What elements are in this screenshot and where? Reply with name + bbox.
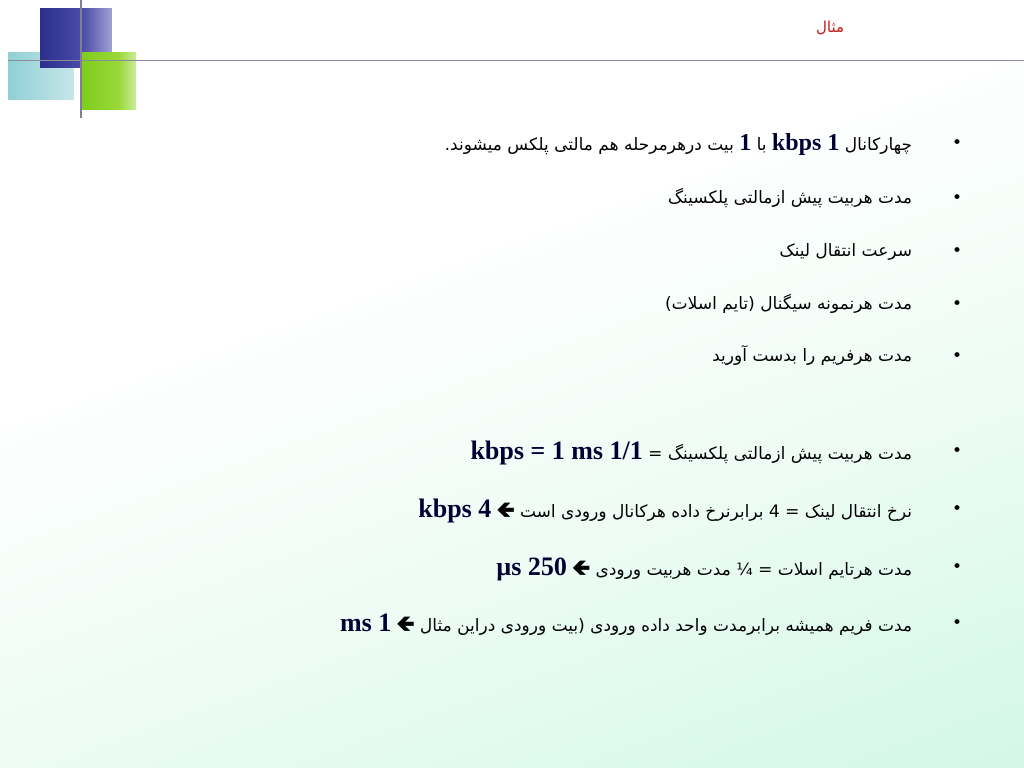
bullet-text-segment: مدت فریم همیشه برابرمدت واحد داده ورودی (بیت ورودی دراین مثال <box>414 616 912 636</box>
bullet-item <box>340 608 962 641</box>
bullet-item <box>445 128 962 160</box>
bullet-text <box>496 552 912 585</box>
bullet-text-segment: مدت هرتایم اسلات = ¼ مدت هربیت ورودی <box>590 560 912 580</box>
bullet-text-segment: چهارکانال <box>839 135 912 155</box>
bullet-text-segment: با <box>751 135 772 155</box>
bullet-latin-value: 1 <box>739 130 752 156</box>
bullet-text <box>340 608 912 641</box>
bullet-item <box>665 289 962 319</box>
decorative-line-horizontal <box>8 60 1024 61</box>
bullet-item <box>418 494 962 527</box>
bullet-text <box>470 436 912 469</box>
bullet-latin-value: 1 kbps <box>771 130 840 156</box>
bullet-item <box>470 436 962 469</box>
bullet-item <box>712 341 962 371</box>
bullet-dot: • <box>951 557 962 577</box>
decorative-line-vertical <box>80 0 82 118</box>
bullet-text-segment: مدت هربیت پیش ازمالتی پلکسینگ = <box>642 444 912 464</box>
bullet-result: 250 µs <box>496 552 567 581</box>
bullet-text-segment: بیت درهرمرحله هم مالتی پلکس میشوند. <box>444 135 740 155</box>
bullet-text: مدت هرفریم را بدست آورید <box>712 346 912 366</box>
bullet-text <box>445 128 912 160</box>
bullet-result: 1 ms <box>339 608 392 637</box>
bullet-text-segment: نرخ انتقال لینک = 4 برابرنرخ داده هرکانال ورودی است <box>514 502 912 522</box>
bullet-result: 4 kbps <box>418 494 492 523</box>
bullet-text: سرعت انتقال لینک <box>779 241 912 261</box>
bullet-item <box>779 236 962 266</box>
arrow-left-icon: 🡸 <box>572 556 591 581</box>
bullet-text: مدت هربیت پیش ازمالتی پلکسینگ <box>667 188 912 208</box>
bullet-dot: • <box>951 613 962 633</box>
bullet-dot: • <box>951 346 962 366</box>
bullet-dot: • <box>951 241 962 261</box>
bullet-item <box>496 552 962 585</box>
bullet-dot: • <box>951 133 962 153</box>
bullet-result: 1/1 kbps = 1 ms <box>470 436 643 465</box>
bullet-text: مدت هرنمونه سیگنال (تایم اسلات) <box>665 294 912 314</box>
slide-title: مثال <box>815 18 844 36</box>
arrow-left-icon: 🡸 <box>496 498 515 523</box>
bullet-dot: • <box>951 499 962 519</box>
bullet-dot: • <box>951 188 962 208</box>
bullet-dot: • <box>951 441 962 461</box>
bullet-dot: • <box>951 294 962 314</box>
bullet-item <box>668 183 962 213</box>
arrow-left-icon: 🡸 <box>396 612 415 637</box>
bullet-text <box>418 494 912 527</box>
